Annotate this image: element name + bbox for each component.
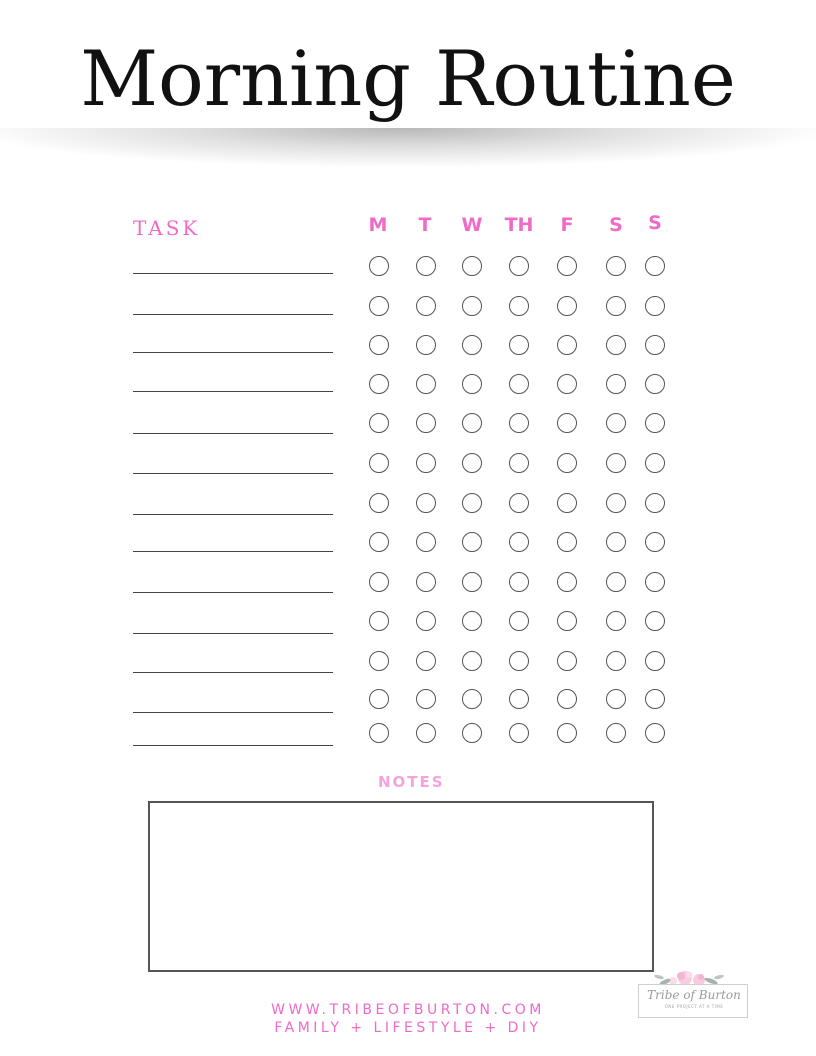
checkbox-circle-monday[interactable] bbox=[369, 532, 389, 552]
checkbox-circle-thursday[interactable] bbox=[509, 296, 529, 316]
title-shadow-divider bbox=[0, 128, 816, 168]
logo-wordmark: Tribe of Burton bbox=[647, 988, 741, 1002]
checkbox-circle-saturday[interactable] bbox=[606, 572, 626, 592]
checkbox-circle-wednesday[interactable] bbox=[462, 723, 482, 743]
checkbox-circle-friday[interactable] bbox=[557, 651, 577, 671]
checkbox-circle-thursday[interactable] bbox=[509, 723, 529, 743]
task-entry-line[interactable] bbox=[133, 352, 333, 353]
checkbox-circle-sunday[interactable] bbox=[645, 651, 665, 671]
brand-logo bbox=[637, 968, 753, 1024]
checkbox-circle-wednesday[interactable] bbox=[462, 256, 482, 276]
checkbox-circle-tuesday[interactable] bbox=[416, 374, 436, 394]
checkbox-circle-friday[interactable] bbox=[557, 413, 577, 433]
checkbox-circle-wednesday[interactable] bbox=[462, 532, 482, 552]
checkbox-circle-friday[interactable] bbox=[557, 493, 577, 513]
task-entry-line[interactable] bbox=[133, 712, 333, 713]
checkbox-circle-wednesday[interactable] bbox=[462, 572, 482, 592]
checkbox-circle-monday[interactable] bbox=[369, 296, 389, 316]
checkbox-circle-friday[interactable] bbox=[557, 374, 577, 394]
checkbox-circle-sunday[interactable] bbox=[645, 493, 665, 513]
checkbox-circle-saturday[interactable] bbox=[606, 374, 626, 394]
checkbox-circle-friday[interactable] bbox=[557, 296, 577, 316]
day-header-monday: M bbox=[368, 214, 388, 236]
footer-website: WWW.TRIBEOFBURTON.COM bbox=[271, 1002, 545, 1018]
checkbox-circle-thursday[interactable] bbox=[509, 689, 529, 709]
checkbox-circle-monday[interactable] bbox=[369, 374, 389, 394]
checkbox-circle-saturday[interactable] bbox=[606, 453, 626, 473]
checkbox-circle-thursday[interactable] bbox=[509, 374, 529, 394]
checkbox-circle-saturday[interactable] bbox=[606, 611, 626, 631]
day-header-friday: F bbox=[560, 214, 574, 236]
checkbox-circle-friday[interactable] bbox=[557, 689, 577, 709]
checkbox-circle-friday[interactable] bbox=[557, 532, 577, 552]
checkbox-circle-friday[interactable] bbox=[557, 256, 577, 276]
checkbox-circle-thursday[interactable] bbox=[509, 651, 529, 671]
checkbox-circle-wednesday[interactable] bbox=[462, 413, 482, 433]
checkbox-circle-wednesday[interactable] bbox=[462, 453, 482, 473]
task-entry-line[interactable] bbox=[133, 473, 333, 474]
checkbox-circle-monday[interactable] bbox=[369, 493, 389, 513]
checkbox-circle-thursday[interactable] bbox=[509, 572, 529, 592]
checkbox-circle-tuesday[interactable] bbox=[416, 689, 436, 709]
checkbox-circle-tuesday[interactable] bbox=[416, 723, 436, 743]
task-entry-line[interactable] bbox=[133, 391, 333, 392]
checkbox-circle-monday[interactable] bbox=[369, 413, 389, 433]
checkbox-circle-monday[interactable] bbox=[369, 572, 389, 592]
checkbox-circle-sunday[interactable] bbox=[645, 723, 665, 743]
task-entry-line[interactable] bbox=[133, 273, 333, 274]
checkbox-circle-tuesday[interactable] bbox=[416, 453, 436, 473]
checkbox-circle-tuesday[interactable] bbox=[416, 296, 436, 316]
checkbox-circle-monday[interactable] bbox=[369, 651, 389, 671]
checkbox-circle-saturday[interactable] bbox=[606, 493, 626, 513]
checkbox-circle-monday[interactable] bbox=[369, 611, 389, 631]
checkbox-circle-sunday[interactable] bbox=[645, 374, 665, 394]
checkbox-circle-tuesday[interactable] bbox=[416, 532, 436, 552]
day-header-saturday: S bbox=[609, 214, 623, 236]
checkbox-circle-saturday[interactable] bbox=[606, 413, 626, 433]
checkbox-circle-tuesday[interactable] bbox=[416, 493, 436, 513]
checkbox-circle-saturday[interactable] bbox=[606, 335, 626, 355]
checkbox-circle-sunday[interactable] bbox=[645, 413, 665, 433]
task-entry-line[interactable] bbox=[133, 633, 333, 634]
footer-tagline: FAMILY + LIFESTYLE + DIY bbox=[274, 1020, 542, 1036]
checkbox-circle-wednesday[interactable] bbox=[462, 374, 482, 394]
checkbox-circle-saturday[interactable] bbox=[606, 723, 626, 743]
checkbox-circle-sunday[interactable] bbox=[645, 532, 665, 552]
checkbox-circle-tuesday[interactable] bbox=[416, 413, 436, 433]
checkbox-circle-thursday[interactable] bbox=[509, 256, 529, 276]
checkbox-circle-monday[interactable] bbox=[369, 335, 389, 355]
task-column-header: TASK bbox=[133, 216, 201, 240]
checkbox-circle-saturday[interactable] bbox=[606, 256, 626, 276]
checkbox-circle-friday[interactable] bbox=[557, 453, 577, 473]
checkbox-circle-friday[interactable] bbox=[557, 723, 577, 743]
page-title: Morning Routine bbox=[80, 34, 736, 123]
checkbox-circle-tuesday[interactable] bbox=[416, 256, 436, 276]
notes-box[interactable] bbox=[148, 801, 654, 972]
checkbox-circle-thursday[interactable] bbox=[509, 532, 529, 552]
task-entry-line[interactable] bbox=[133, 592, 333, 593]
checkbox-circle-saturday[interactable] bbox=[606, 532, 626, 552]
task-entry-line[interactable] bbox=[133, 433, 333, 434]
checkbox-circle-tuesday[interactable] bbox=[416, 335, 436, 355]
checkbox-circle-thursday[interactable] bbox=[509, 335, 529, 355]
checkbox-circle-sunday[interactable] bbox=[645, 453, 665, 473]
checkbox-circle-sunday[interactable] bbox=[645, 296, 665, 316]
checkbox-circle-wednesday[interactable] bbox=[462, 493, 482, 513]
checkbox-circle-wednesday[interactable] bbox=[462, 335, 482, 355]
checkbox-circle-monday[interactable] bbox=[369, 256, 389, 276]
day-header-wednesday: W bbox=[461, 214, 483, 236]
task-entry-line[interactable] bbox=[133, 745, 333, 746]
checkbox-circle-wednesday[interactable] bbox=[462, 651, 482, 671]
checkbox-circle-tuesday[interactable] bbox=[416, 651, 436, 671]
checkbox-circle-friday[interactable] bbox=[557, 572, 577, 592]
checkbox-circle-sunday[interactable] bbox=[645, 611, 665, 631]
checkbox-circle-saturday[interactable] bbox=[606, 689, 626, 709]
checkbox-circle-monday[interactable] bbox=[369, 723, 389, 743]
checkbox-circle-sunday[interactable] bbox=[645, 689, 665, 709]
checkbox-circle-sunday[interactable] bbox=[645, 256, 665, 276]
checkbox-circle-saturday[interactable] bbox=[606, 651, 626, 671]
task-entry-line[interactable] bbox=[133, 314, 333, 315]
checkbox-circle-thursday[interactable] bbox=[509, 453, 529, 473]
task-entry-line[interactable] bbox=[133, 514, 333, 515]
checkbox-circle-monday[interactable] bbox=[369, 689, 389, 709]
day-header-thursday: TH bbox=[504, 214, 534, 236]
checkbox-circle-friday[interactable] bbox=[557, 611, 577, 631]
task-entry-line[interactable] bbox=[133, 672, 333, 673]
checkbox-circle-tuesday[interactable] bbox=[416, 611, 436, 631]
checkbox-circle-wednesday[interactable] bbox=[462, 611, 482, 631]
checkbox-circle-wednesday[interactable] bbox=[462, 689, 482, 709]
checkbox-circle-thursday[interactable] bbox=[509, 611, 529, 631]
checkbox-circle-friday[interactable] bbox=[557, 335, 577, 355]
checkbox-circle-sunday[interactable] bbox=[645, 572, 665, 592]
checkbox-circle-thursday[interactable] bbox=[509, 493, 529, 513]
notes-label: NOTES bbox=[378, 773, 445, 791]
checkbox-circle-saturday[interactable] bbox=[606, 296, 626, 316]
logo-tagline: ONE PROJECT AT A TIME bbox=[664, 1004, 724, 1009]
checkbox-circle-monday[interactable] bbox=[369, 453, 389, 473]
checkbox-circle-thursday[interactable] bbox=[509, 413, 529, 433]
checkbox-circle-wednesday[interactable] bbox=[462, 296, 482, 316]
checkbox-circle-tuesday[interactable] bbox=[416, 572, 436, 592]
checkbox-circle-sunday[interactable] bbox=[645, 335, 665, 355]
day-header-sunday: S bbox=[648, 212, 662, 234]
task-entry-line[interactable] bbox=[133, 551, 333, 552]
day-header-tuesday: T bbox=[418, 214, 432, 236]
